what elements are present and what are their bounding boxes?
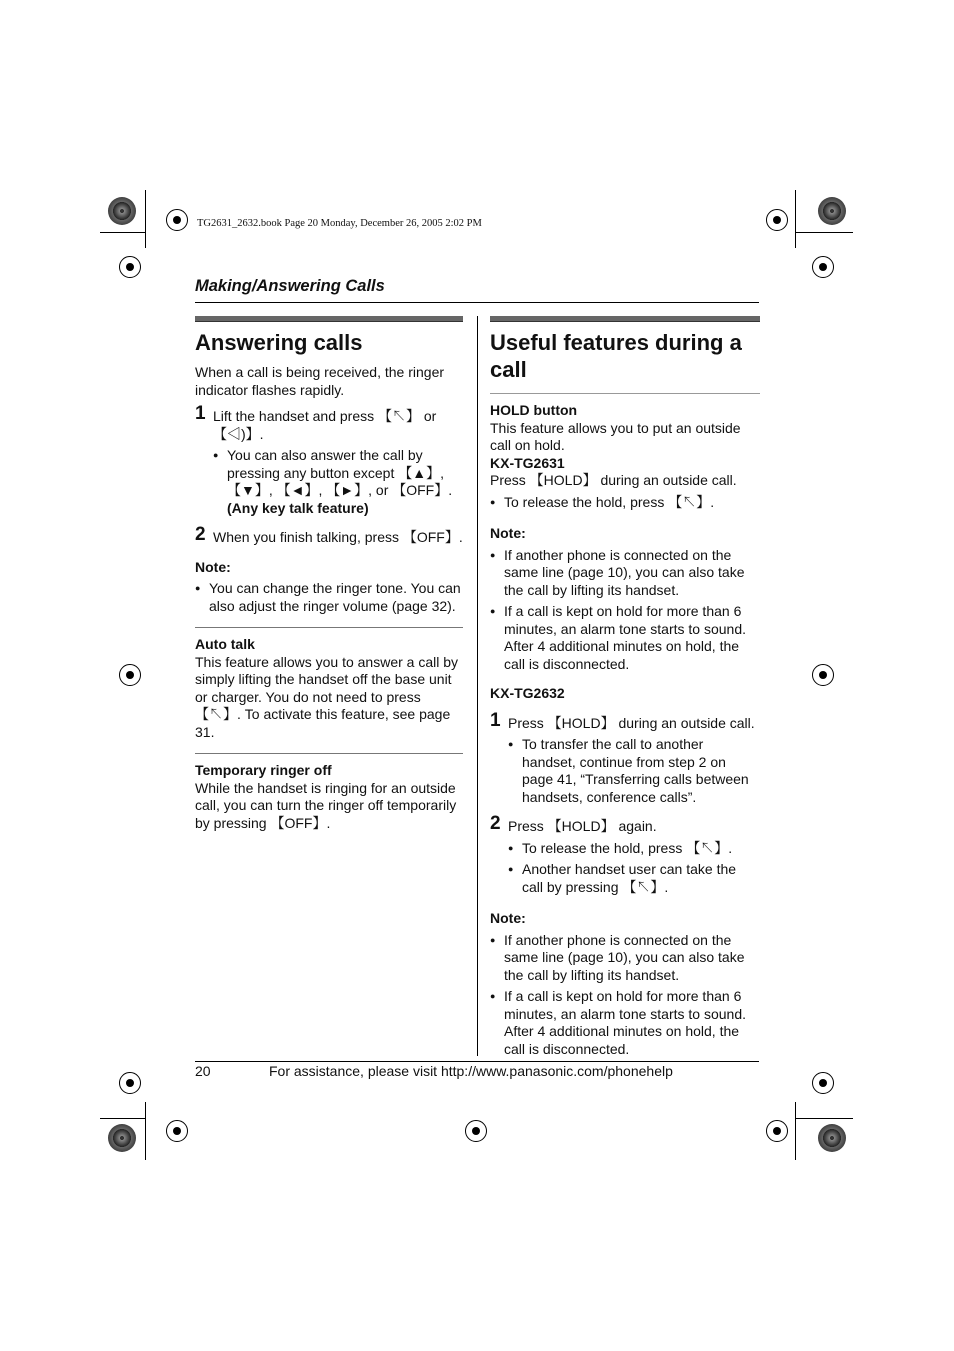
note-item: ● If a call is kept on hold for more than 6 minutes, an alarm tone starts to sound. After 4 additional minutes on hold, the call is disconnected. (490, 603, 760, 673)
crosshair-icon (166, 209, 188, 231)
note-item: ● If another phone is connected on the same line (page 10), you can also take the call by lifting its handset. (490, 932, 760, 985)
crop-line (795, 232, 853, 233)
crosshair-icon (812, 256, 834, 278)
note-item: ● If a call is kept on hold for more than 6 minutes, an alarm tone starts to sound. After 4 additional minutes on hold, the call is disconnected. (490, 988, 760, 1058)
crop-line (795, 1118, 853, 1119)
step-bullet: ● Another handset user can take the call by pressing 【↖】. (508, 861, 760, 896)
subsection-text: While the handset is ringing for an outside call, you can turn the ringer off temporarily by pressing 【OFF】. (195, 779, 457, 831)
crosshair-icon (119, 664, 141, 686)
crosshair-icon (166, 1120, 188, 1142)
print-info: TG2631_2632.book Page 20 Monday, December 26, 2005 2:02 PM (197, 218, 482, 229)
section-title: Useful features during a call (490, 330, 742, 382)
crosshair-icon (465, 1120, 487, 1142)
registration-disc-icon (818, 197, 846, 225)
model-label: KX-TG2632 (490, 685, 565, 701)
crop-line (795, 190, 796, 248)
section-rule (490, 393, 760, 394)
section-title: Answering calls (195, 330, 363, 355)
crosshair-icon (119, 1072, 141, 1094)
intro-text: When a call is being received, the ringer indicator flashes rapidly. (195, 364, 445, 398)
subsection-text: This feature allows you to put an outside call on hold. (490, 419, 741, 453)
step-number: 2 (490, 813, 501, 834)
crosshair-icon (812, 664, 834, 686)
step-number: 1 (490, 709, 501, 731)
step-number: 2 (195, 524, 206, 545)
crop-line (100, 232, 145, 233)
crop-line (795, 1102, 796, 1160)
bullet-bold-text: (Any key talk feature) (227, 499, 369, 516)
section-bar (195, 316, 463, 322)
subsection-title: Temporary ringer off (195, 762, 332, 778)
note-item: ● You can change the ringer tone. You can also adjust the ringer volume (page 32). (195, 580, 463, 615)
registration-disc-icon (108, 197, 136, 225)
note-item: ● If another phone is connected on the same line (page 10), you can also take the call by lifting its handset. (490, 547, 760, 600)
model-label: KX-TG2631 (490, 454, 565, 471)
step-bullet: ● To release the hold, press 【↖】. (508, 840, 760, 858)
step-2 (490, 813, 760, 836)
crop-line (145, 190, 146, 248)
section-rule (195, 753, 463, 754)
crosshair-icon (766, 1120, 788, 1142)
crosshair-icon (119, 256, 141, 278)
page-number: 20 (195, 1063, 211, 1079)
crop-line (145, 1102, 146, 1160)
step-text: When you finish talking, press 【OFF】. (213, 529, 463, 545)
crosshair-icon (812, 1072, 834, 1094)
header-rule (195, 302, 759, 303)
subsection-title: Auto talk (195, 636, 255, 652)
registration-disc-icon (818, 1124, 846, 1152)
registration-disc-icon (108, 1124, 136, 1152)
footer-text: For assistance, please visit http://www.panasonic.com/phonehelp (269, 1063, 673, 1079)
step-text: Lift the handset and press 【↖】 or 【◁)】. (213, 408, 437, 442)
subsection-text: This feature allows you to answer a call by simply lifting the handset off the base unit or charger. You do not need to press 【↖】. To activate this feature, see page 31. (195, 653, 459, 740)
note-label: Note: (195, 558, 231, 575)
step-1 (490, 709, 760, 733)
note-label: Note: (490, 910, 526, 926)
bullet-text: You can also answer the call by pressing any button except 【▲】, 【▼】, 【◄】, 【►】, or 【OFF】. (227, 447, 453, 498)
crosshair-icon (766, 209, 788, 231)
note-label: Note: (490, 525, 526, 541)
step-number: 1 (195, 403, 206, 424)
section-bar (490, 316, 760, 322)
step-text: Press 【HOLD】 during an outside call. (508, 714, 755, 731)
running-head: Making/Answering Calls (195, 277, 385, 295)
step-bullet: ● To transfer the call to another handset, continue from step 2 on page 41, “Transferring calls between handsets, conference calls”. (508, 736, 760, 806)
footer-rule (195, 1061, 759, 1062)
step-2 (195, 524, 463, 547)
crop-line (100, 1118, 145, 1119)
bullet-item: ● To release the hold, press 【↖】. (490, 494, 760, 512)
right-column (490, 316, 760, 1058)
step-1-bullet (213, 447, 463, 517)
instruction-text: Press 【HOLD】 during an outside call. (490, 472, 737, 488)
left-column (195, 316, 463, 832)
column-divider (477, 316, 478, 1056)
section-rule (195, 627, 463, 628)
subsection-title: HOLD button (490, 402, 578, 418)
step-1 (195, 403, 463, 443)
step-text: Press 【HOLD】 again. (508, 818, 657, 834)
